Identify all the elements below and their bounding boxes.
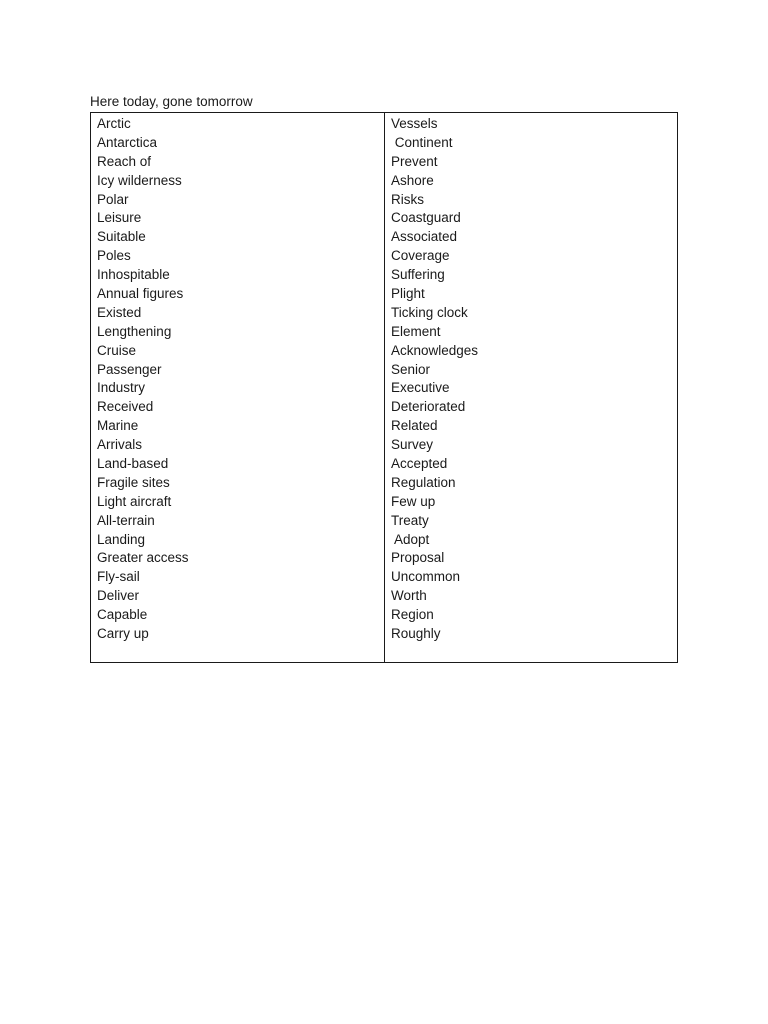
table-cell-word: Prevent [391,153,438,169]
table-cell-word: Continent [391,134,453,150]
table-cell-word: Industry [97,380,146,396]
table-cell-word: Poles [97,248,131,264]
table-cell-word: Antarctica [97,134,158,150]
table-cell-word: Annual figures [97,286,184,302]
table-cell-word: Roughly [391,626,441,642]
table-cell-word: Coverage [391,248,450,264]
table-cell-word: Related [391,418,438,434]
table-cell-word: Arctic [97,116,131,131]
table-cell-word: Light aircraft [97,493,172,509]
table-cell-word: Executive [391,380,450,396]
vocabulary-table [90,112,678,663]
table-cell-word: Risks [391,191,424,207]
table-cell-word: Accepted [391,456,448,472]
table-cell-word: Uncommon [391,569,461,585]
table-cell-word: Acknowledges [391,342,479,358]
table-cell-word: Region [391,607,434,623]
table-cell-word: Arrivals [97,437,143,453]
table-cell-word: Leisure [97,210,142,226]
table-cell-word: Fragile sites [97,474,170,490]
table-cell-word: Vessels [391,116,438,131]
table-cell-word: Polar [97,191,129,207]
table-cell-word: Ashore [391,172,434,188]
table-cell-word: Marine [97,418,139,434]
table-cell-word: Survey [391,437,434,453]
table-cell-word: Suffering [391,267,445,283]
table-cell-word: Ticking clock [391,304,468,320]
table-cell-word: Few up [391,493,436,509]
table-cell-word: Element [391,323,441,339]
table-cell-word: Lengthening [97,323,172,339]
table-cell-word: Treaty [391,512,429,528]
table-cell-word: Adopt [391,531,430,547]
table-cell-word: Landing [97,531,146,547]
word-list-left [97,115,384,644]
table-cell-word: Existed [97,304,142,320]
table-cell-word: Carry up [97,626,149,642]
table-cell-word: Regulation [391,474,456,490]
table-column-right [385,113,677,662]
table-cell-word: Inhospitable [97,267,170,283]
table-cell-word: Land-based [97,456,169,472]
table-cell-word: Capable [97,607,148,623]
table-cell-word: Senior [391,361,431,377]
table-cell-word: Fly-sail [97,569,140,585]
table-cell-word: Received [97,399,154,415]
table-cell-word: Proposal [391,550,445,566]
table-cell-word: Coastguard [391,210,461,226]
table-cell-word: Suitable [97,229,146,245]
table-cell-word: Worth [391,588,427,604]
table-cell-word: Deliver [97,588,140,604]
table-cell-word: Associated [391,229,458,245]
table-column-left [91,113,385,662]
table-cell-word: Reach of [97,153,152,169]
table-cell-word: Cruise [97,342,137,358]
table-cell-word: Icy wilderness [97,172,182,188]
word-list-right [391,115,677,644]
table-cell-word: Deteriorated [391,399,466,415]
table-cell-word: Passenger [97,361,162,377]
table-cell-word: Plight [391,286,425,302]
document-title: Here today, gone tomorrow [90,94,253,109]
table-cell-word: Greater access [97,550,189,566]
table-cell-word: All-terrain [97,512,155,528]
